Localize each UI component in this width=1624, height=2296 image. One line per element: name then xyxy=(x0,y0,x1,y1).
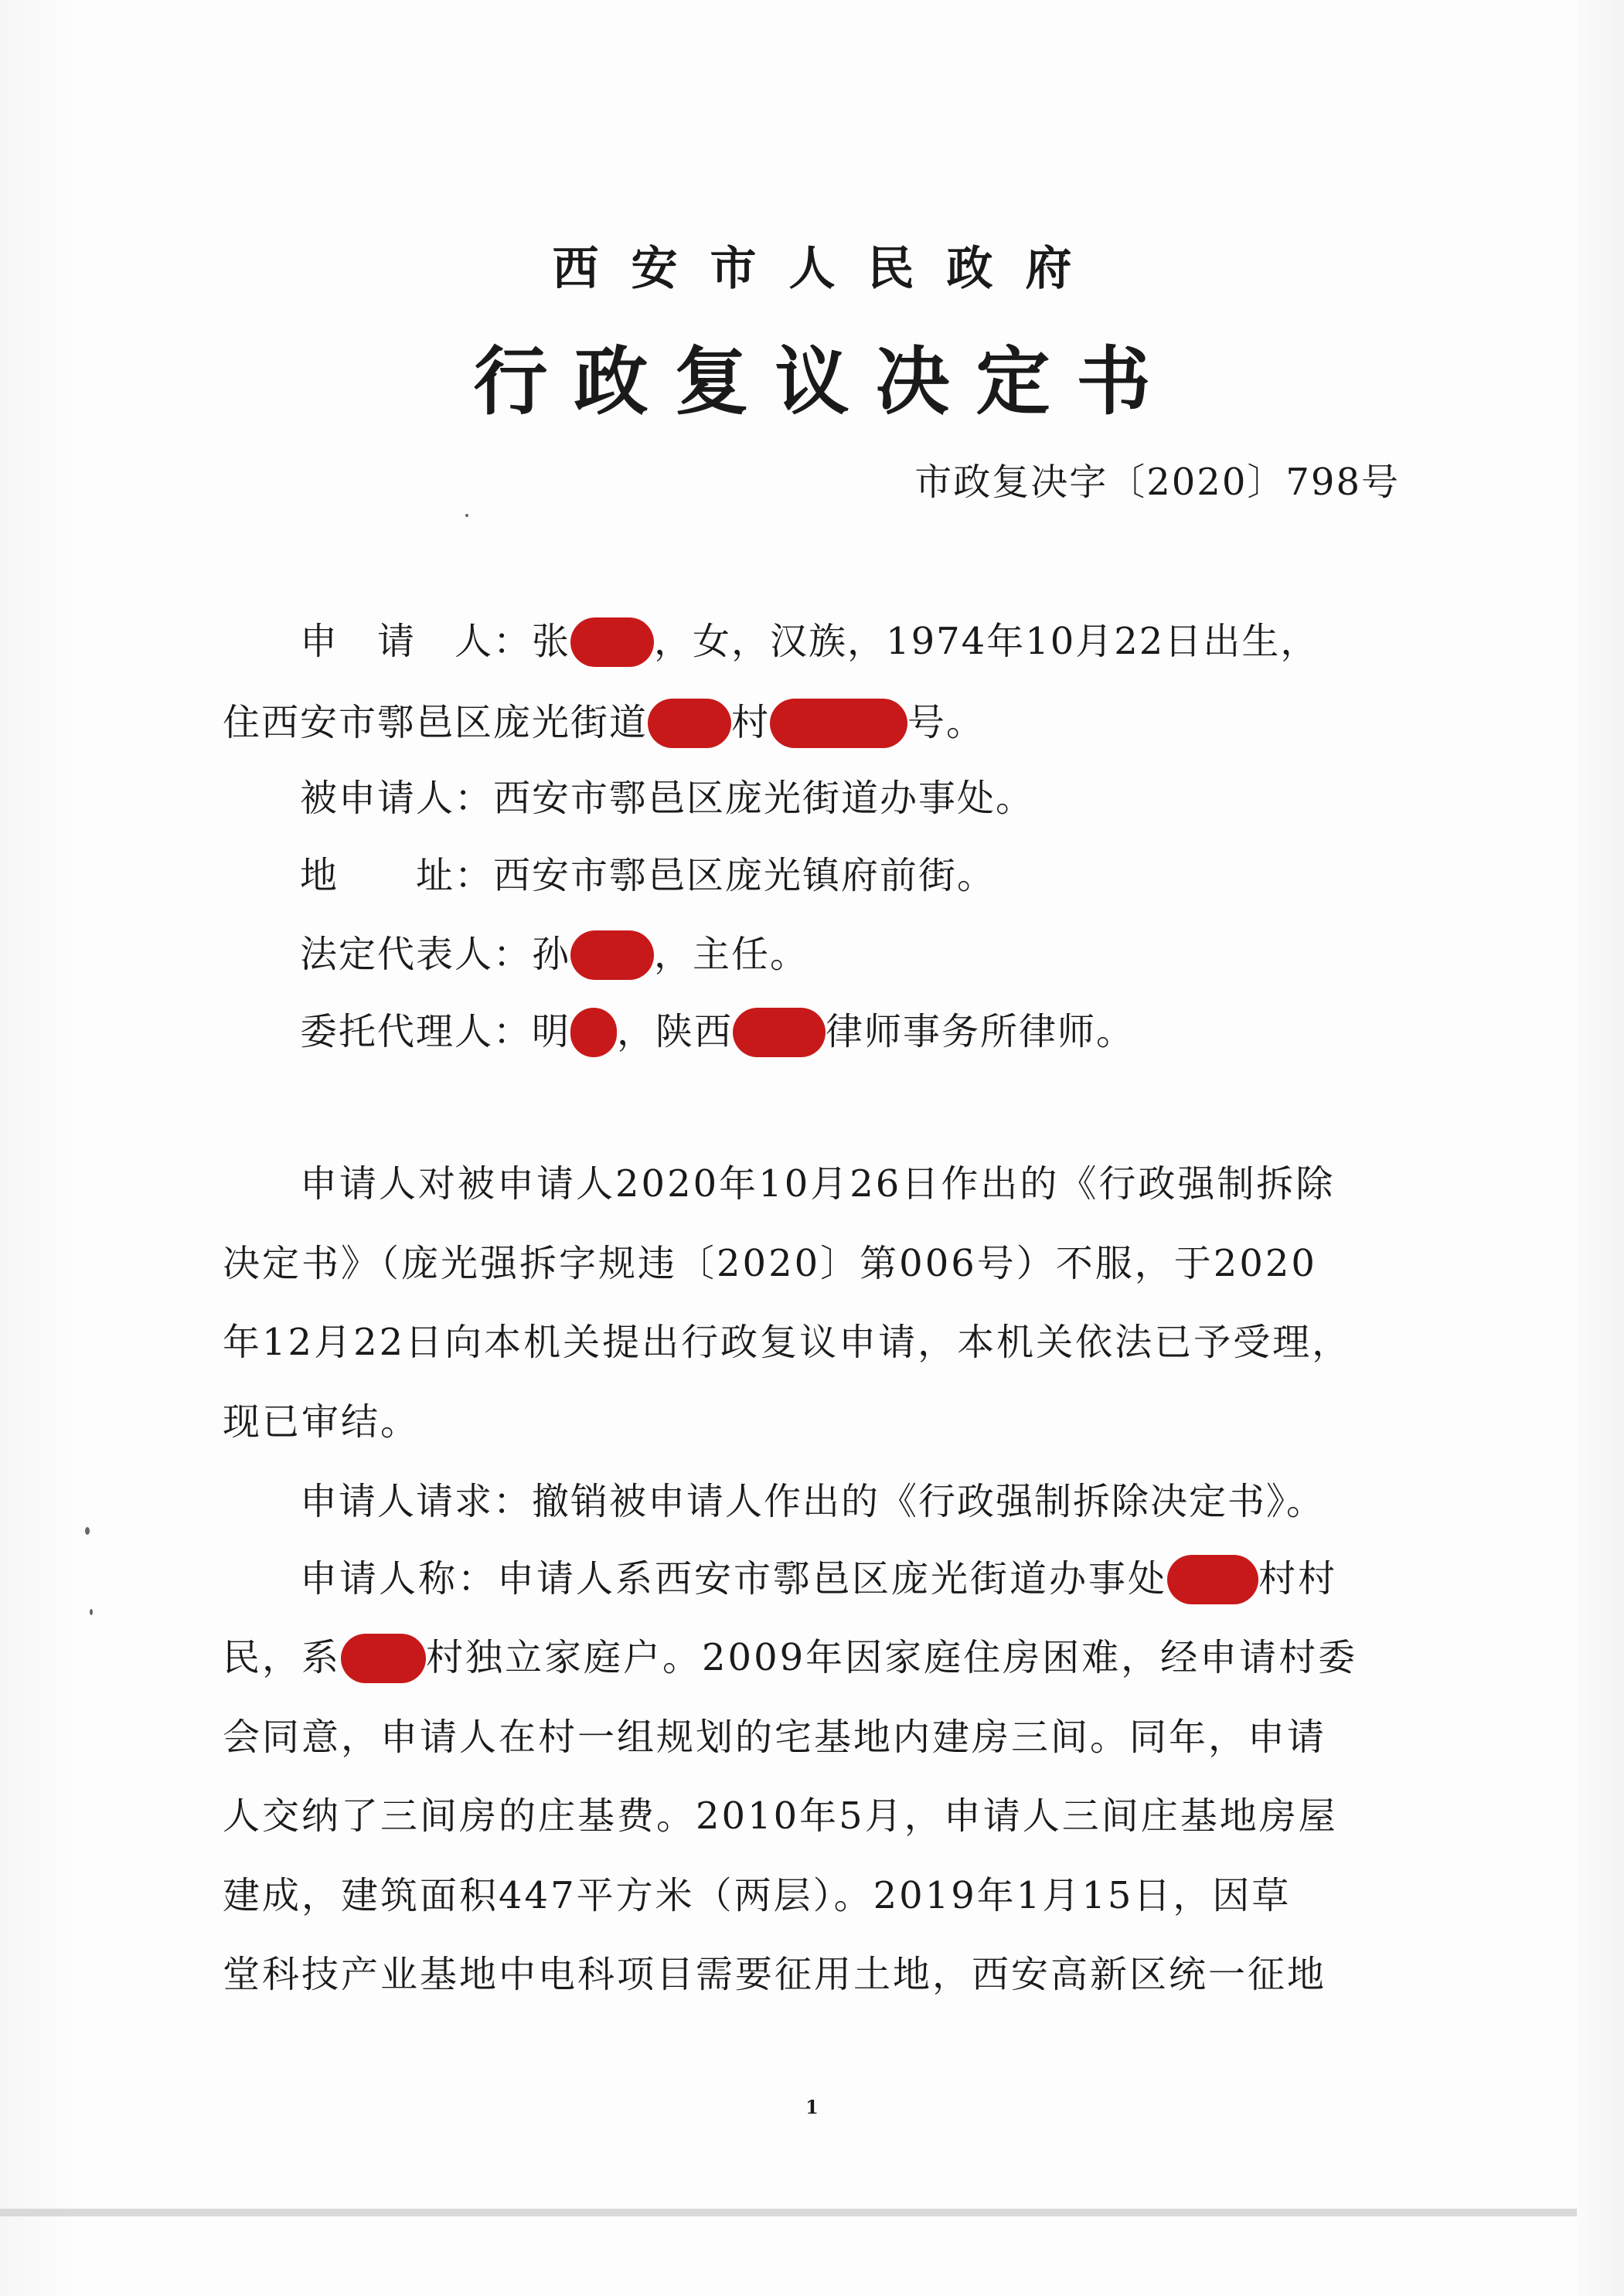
applicant-line xyxy=(300,618,1475,667)
legal-rep-label: 法定代表人： xyxy=(300,933,533,976)
redaction-mark xyxy=(648,699,731,748)
body-paragraph-line: 年12月22日向本机关提出行政复议申请，本机关依法已予受理， xyxy=(223,1321,1352,1364)
scan-speck xyxy=(90,1609,93,1615)
respondent-label: 被申请人： xyxy=(300,777,494,820)
redaction-mark xyxy=(770,699,907,748)
body-paragraph-line: 建成，建筑面积447平方米（两层）。2019年1月15日，因草 xyxy=(223,1874,1292,1917)
page-number: 1 xyxy=(805,2096,819,2118)
applicant-address-prefix: 住西安市鄠邑区庞光街道 xyxy=(223,701,649,744)
redaction-mark xyxy=(570,617,654,667)
scan-speck xyxy=(465,514,468,517)
redaction-mark xyxy=(570,1008,617,1057)
agent-line xyxy=(300,1009,1475,1057)
claim-text: 村独立家庭户。2009年因家庭住房困难，经申请村委 xyxy=(426,1636,1358,1679)
redaction-mark xyxy=(570,930,654,980)
request-paragraph: 申请人请求：撤销被申请人作出的《行政强制拆除决定书》。 xyxy=(300,1480,1326,1523)
agent-name-prefix: 明 xyxy=(532,1010,571,1053)
redaction-mark xyxy=(1167,1555,1258,1604)
applicant-address-village: 村 xyxy=(731,701,771,744)
scan-bottom-edge xyxy=(0,2209,1577,2216)
applicant-address-end: 号。 xyxy=(907,701,986,744)
claim-text: 民，系 xyxy=(223,1636,342,1679)
body-paragraph-line: 现已审结。 xyxy=(223,1400,420,1444)
respondent-value: 西安市鄠邑区庞光街道办事处。 xyxy=(493,777,1035,820)
claim-text: 村村 xyxy=(1258,1557,1338,1600)
agent-suffix: 律师事务所律师。 xyxy=(826,1010,1135,1053)
scan-speck xyxy=(85,1527,90,1535)
legal-rep-suffix: ，主任。 xyxy=(654,933,809,976)
legal-rep-name-prefix: 孙 xyxy=(532,933,571,976)
body-paragraph-line: 人交纳了三间房的庄基费。2010年5月，申请人三间庄基地房屋 xyxy=(223,1794,1338,1838)
body-paragraph-line: 堂科技产业基地中电科项目需要征用土地，西安高新区统一征地 xyxy=(223,1953,1327,1996)
redaction-mark xyxy=(341,1634,426,1683)
address-value: 西安市鄠邑区庞光镇府前街。 xyxy=(493,854,996,897)
agent-middle: ，陕西 xyxy=(617,1010,734,1053)
applicant-details: ，女，汉族，1974年10月22日出生， xyxy=(654,620,1319,663)
claim-paragraph-line-2 xyxy=(223,1634,1398,1683)
document-number: 市政复决字〔2020〕798号 xyxy=(914,461,1400,504)
agent-label: 委托代理人： xyxy=(300,1010,533,1053)
address-line xyxy=(300,852,1475,899)
respondent-line xyxy=(300,775,1475,821)
redaction-mark xyxy=(733,1008,826,1057)
applicant-address-line xyxy=(223,699,1398,748)
applicant-name-prefix: 张 xyxy=(532,620,571,663)
body-paragraph-line: 申请人对被申请人2020年10月26日作出的《行政强制拆除 xyxy=(300,1162,1336,1206)
applicant-label: 申 请 人： xyxy=(300,620,533,663)
claim-text: 申请人称：申请人系西安市鄠邑区庞光街道办事处 xyxy=(300,1557,1168,1600)
document-title: 行政复议决定书 xyxy=(473,338,1177,425)
issuer-title: 西安市人民政府 xyxy=(552,242,1105,296)
claim-paragraph-line-1 xyxy=(300,1556,1475,1604)
body-paragraph-line: 决定书》（庞光强拆字规违〔2020〕第006号）不服，于2020 xyxy=(223,1242,1317,1285)
address-label: 地 址： xyxy=(300,854,494,897)
legal-rep-line xyxy=(300,931,1475,980)
body-paragraph-line: 会同意，申请人在村一组规划的宅基地内建房三间。同年，申请 xyxy=(223,1716,1327,1759)
